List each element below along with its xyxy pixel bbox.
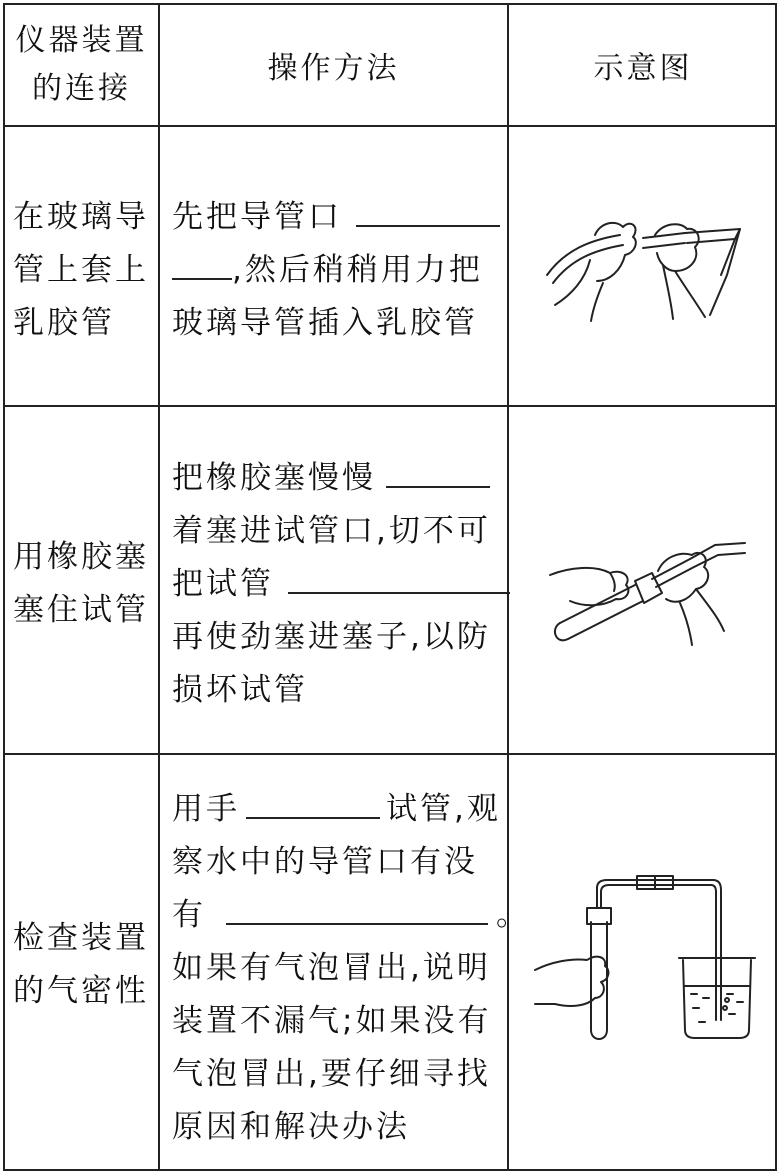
row3-method-text: 原因和解决办法	[172, 1109, 410, 1145]
hands-fitting-stopper-into-test-tube-icon	[540, 515, 760, 655]
row2-method-text: 把试管	[172, 566, 274, 602]
row2-name-line: 用橡胶塞	[13, 539, 149, 575]
answer-blank	[288, 562, 510, 594]
answer-blank	[246, 787, 380, 819]
row3-method-text: 气泡冒出,要仔细寻找	[172, 1056, 491, 1092]
row1-method	[160, 191, 507, 350]
row2-method	[160, 452, 507, 717]
row3-method-text: 如果有气泡冒出,说明	[172, 950, 491, 986]
header-connection-line2: 的连接	[32, 71, 131, 106]
row1-name	[5, 191, 158, 350]
row2-method-text: 再使劲塞进塞子,以防	[172, 619, 491, 655]
row1-method-text: 玻璃导管插入乳胶管	[172, 305, 478, 341]
hands-inserting-glass-tube-into-rubber-tube-icon	[535, 205, 755, 325]
row1-name-line: 乳胶管	[13, 305, 115, 341]
row3-method-text: 。	[496, 897, 530, 933]
row2-name-line: 塞住试管	[13, 592, 149, 628]
answer-blank	[386, 456, 490, 488]
row-divider	[5, 405, 775, 407]
row3-method-text: 试管,观	[386, 791, 501, 827]
row3-name	[5, 912, 158, 1018]
airtightness-check-apparatus-icon	[531, 870, 771, 1050]
header-connection	[5, 5, 158, 125]
answer-blank	[172, 248, 232, 280]
row1-method-text: ,然后稍稍用力把	[232, 252, 483, 288]
header-figure: 示意图	[593, 51, 693, 86]
row3-method-text: 有	[172, 897, 206, 933]
row3-method	[160, 783, 530, 1154]
answer-blank	[356, 195, 500, 227]
row-divider	[5, 753, 775, 755]
row2-name	[5, 531, 158, 637]
row3-method-text: 装置不漏气;如果没有	[172, 1003, 492, 1039]
answer-blank	[226, 893, 488, 925]
row1-name-line: 管上套上	[13, 252, 149, 288]
row3-method-text: 察水中的导管口有没	[172, 844, 478, 880]
row2-method-text: 着塞进试管口,切不可	[172, 513, 491, 549]
row2-method-text: 损坏试管	[172, 672, 308, 708]
header-method: 操作方法	[267, 51, 400, 86]
row1-method-text: 先把导管口	[172, 199, 342, 235]
row1-name-line: 在玻璃导	[13, 199, 149, 235]
row3-method-text: 用手	[172, 791, 240, 827]
row3-name-line: 的气密性	[13, 973, 149, 1009]
row-divider	[5, 125, 775, 127]
row2-method-text: 把橡胶塞慢慢	[172, 460, 376, 496]
header-connection-line1: 仪器装置	[15, 23, 148, 58]
instrument-connection-table	[3, 3, 777, 1171]
row3-name-line: 检查装置	[13, 920, 149, 956]
